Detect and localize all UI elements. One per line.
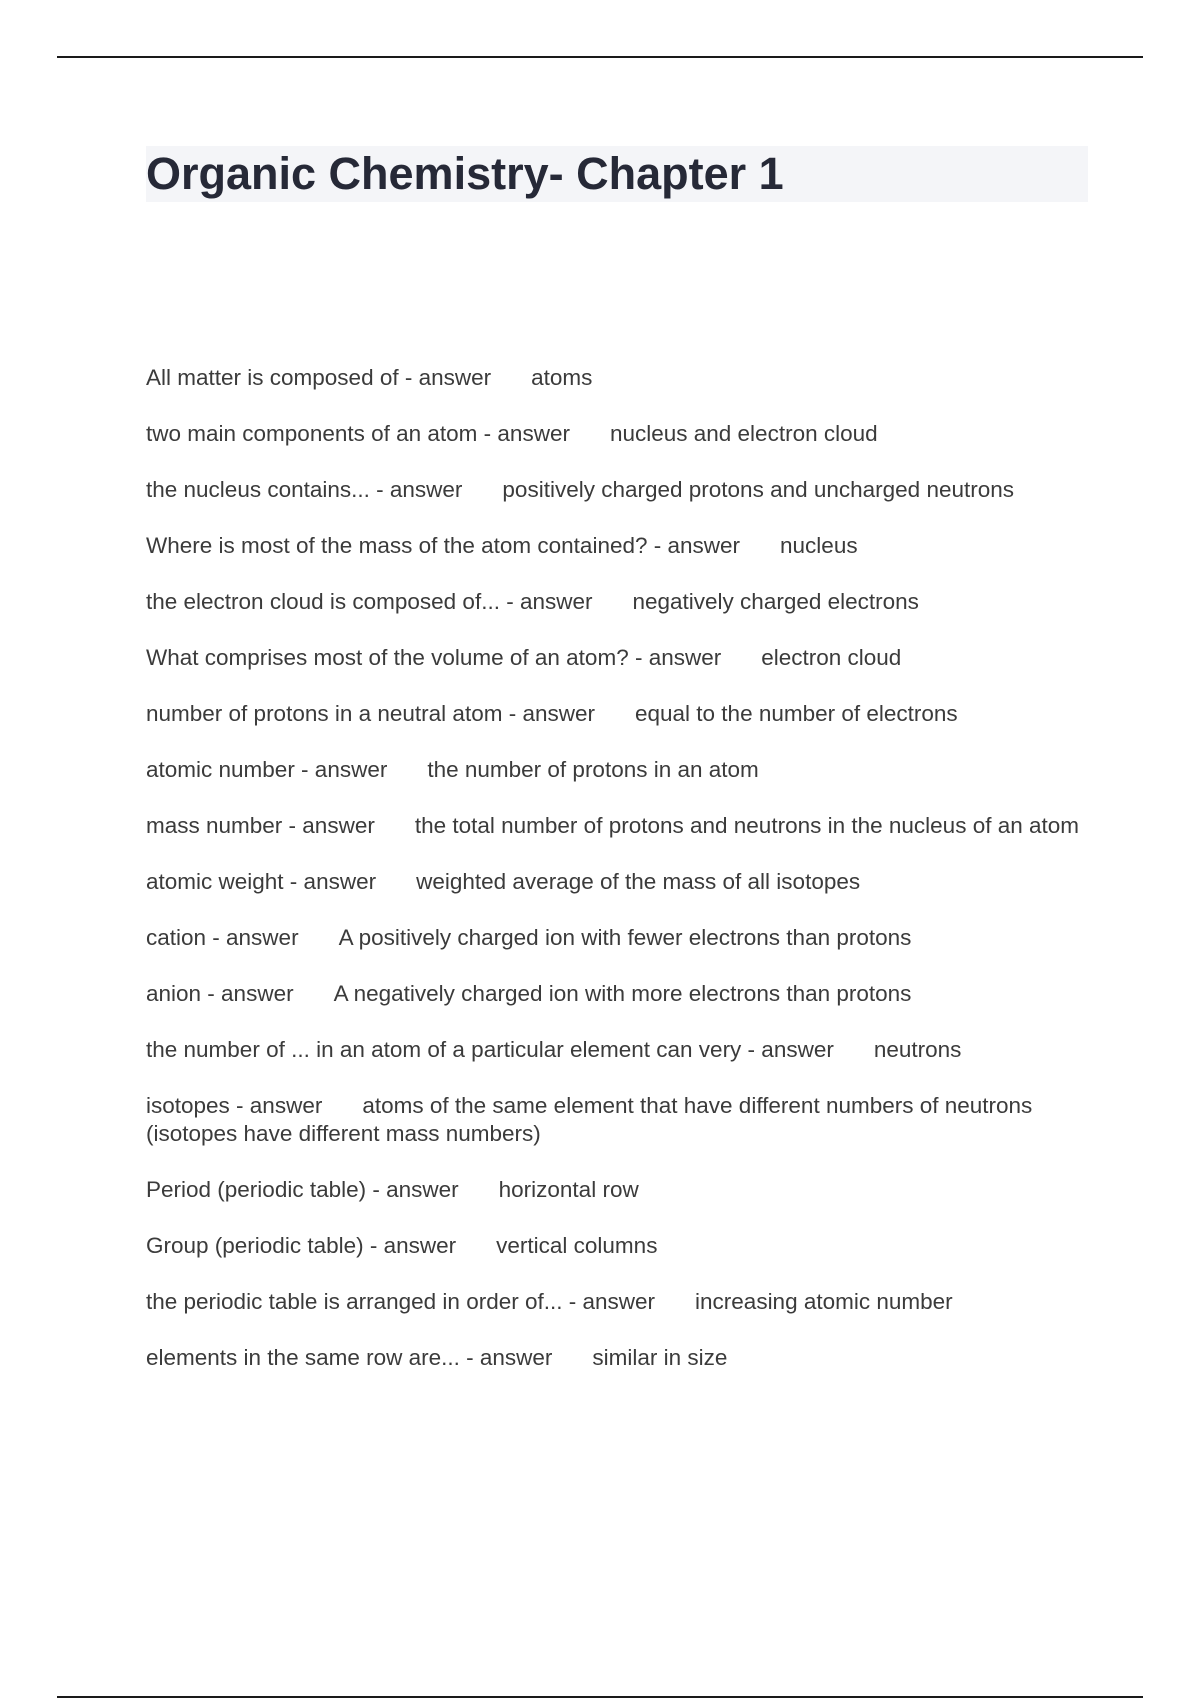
qa-item [146, 924, 1096, 952]
qa-question: number of protons in a neutral atom - answer [146, 701, 595, 726]
qa-item [146, 1288, 1096, 1316]
qa-question: the number of ... in an atom of a particular element can very - answer [146, 1037, 834, 1062]
qa-question: elements in the same row are... - answer [146, 1345, 553, 1370]
header-rule [57, 56, 1143, 58]
qa-question: anion - answer [146, 981, 294, 1006]
qa-answer: A negatively charged ion with more electrons than protons [333, 981, 912, 1006]
qa-item [146, 812, 1096, 840]
qa-answer: positively charged protons and uncharged neutrons [502, 477, 1015, 502]
qa-question: atomic weight - answer [146, 869, 377, 894]
qa-item [146, 420, 1096, 448]
qa-item [146, 1092, 1096, 1148]
qa-answer: the total number of protons and neutrons in the nucleus of an atom [414, 813, 1080, 838]
qa-answer: A positively charged ion with fewer electrons than protons [338, 925, 912, 950]
qa-item [146, 868, 1096, 896]
page-title: Organic Chemistry- Chapter 1 [146, 148, 784, 199]
qa-question: cation - answer [146, 925, 299, 950]
qa-item [146, 1176, 1096, 1204]
qa-question: isotopes - answer [146, 1093, 323, 1118]
qa-item [146, 1232, 1096, 1260]
qa-answer: horizontal row [498, 1177, 639, 1202]
qa-item [146, 476, 1096, 504]
qa-answer: neutrons [873, 1037, 962, 1062]
qa-question: atomic number - answer [146, 757, 388, 782]
qa-answer: similar in size [592, 1345, 728, 1370]
footer-rule [57, 1696, 1143, 1698]
qa-answer: atoms [531, 365, 593, 390]
qa-question: What comprises most of the volume of an atom? - answer [146, 645, 722, 670]
qa-question: Period (periodic table) - answer [146, 1177, 459, 1202]
qa-question: the electron cloud is composed of... - answer [146, 589, 593, 614]
qa-answer: the number of protons in an atom [427, 757, 759, 782]
qa-item [146, 364, 1096, 392]
qa-question: the periodic table is arranged in order of... - answer [146, 1289, 656, 1314]
qa-answer: nucleus and electron cloud [609, 421, 878, 446]
qa-answer: negatively charged electrons [632, 589, 919, 614]
qa-question: two main components of an atom - answer [146, 421, 570, 446]
qa-answer: increasing atomic number [695, 1289, 953, 1314]
qa-answer: vertical columns [496, 1233, 658, 1258]
qa-item [146, 588, 1096, 616]
qa-list [146, 364, 1096, 1400]
qa-answer: equal to the number of electrons [634, 701, 958, 726]
qa-item [146, 756, 1096, 784]
qa-question: All matter is composed of - answer [146, 365, 492, 390]
qa-item [146, 644, 1096, 672]
qa-question: mass number - answer [146, 813, 375, 838]
qa-item [146, 1036, 1096, 1064]
qa-item [146, 1344, 1096, 1372]
qa-item [146, 980, 1096, 1008]
qa-item [146, 532, 1096, 560]
qa-question: the nucleus contains... - answer [146, 477, 463, 502]
qa-answer: nucleus [780, 533, 858, 558]
qa-answer: electron cloud [761, 645, 902, 670]
qa-question: Where is most of the mass of the atom contained? - answer [146, 533, 741, 558]
qa-question: Group (periodic table) - answer [146, 1233, 457, 1258]
qa-item [146, 700, 1096, 728]
qa-answer: atoms of the same element that have different numbers of neutrons (isotopes have different mass numbers) [146, 1093, 1033, 1146]
qa-answer: weighted average of the mass of all isotopes [416, 869, 861, 894]
